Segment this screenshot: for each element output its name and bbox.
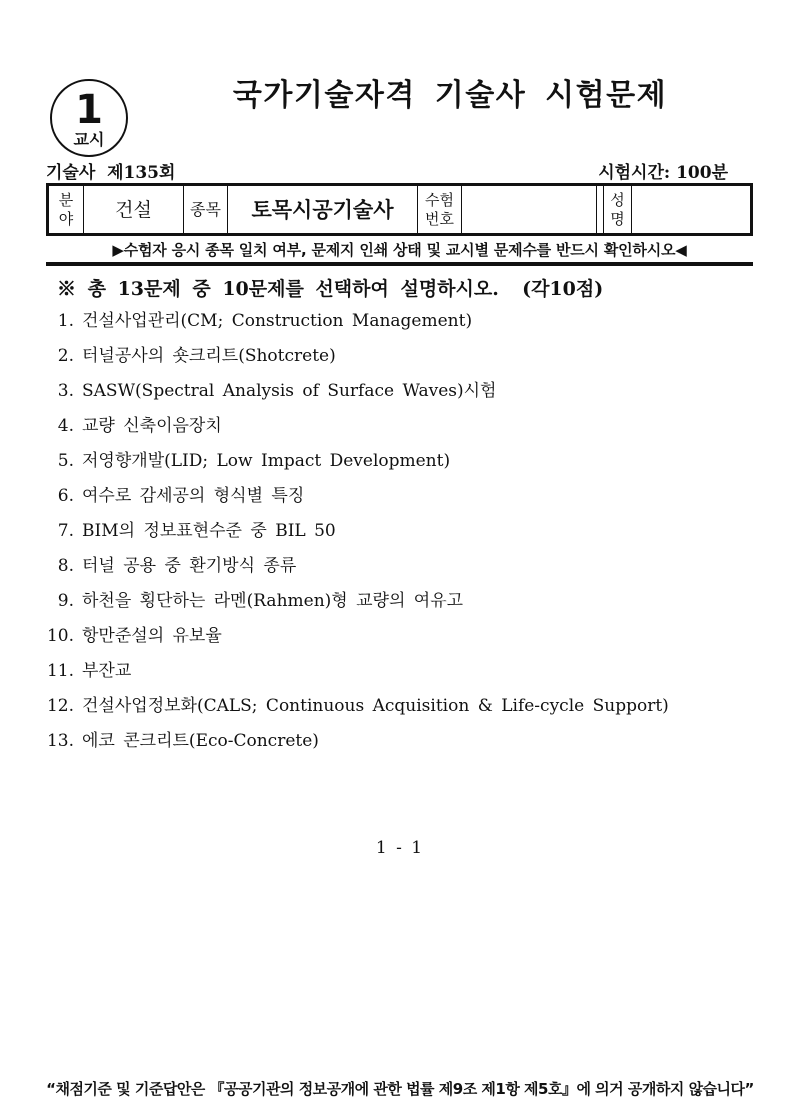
period-number: 1 xyxy=(75,86,103,133)
question-text: 터널 공용 중 환기방식 종류 xyxy=(82,556,297,576)
question-number: 6. xyxy=(57,486,74,506)
question-number: 5. xyxy=(57,451,74,471)
divider-rule xyxy=(46,262,753,266)
question-item xyxy=(46,346,770,367)
question-text: 저영향개발(LID; Low Impact Development) xyxy=(82,451,451,471)
question-item xyxy=(46,521,770,542)
question-number: 4. xyxy=(57,416,74,436)
question-text: 부잔교 xyxy=(82,661,132,681)
question-item xyxy=(46,556,770,577)
question-number: 12. xyxy=(46,696,74,716)
question-number: 7. xyxy=(57,521,74,541)
question-item xyxy=(46,731,770,752)
question-text: 건설사업관리(CM; Construction Management) xyxy=(82,311,473,331)
question-item xyxy=(46,416,770,437)
page-title: 국가기술자격 기술사 시험문제 xyxy=(232,78,668,113)
candidate-info-table xyxy=(46,183,753,236)
subject-label-cell: 종목 xyxy=(184,186,228,233)
disclosure-footer: “채점기준 및 기준답안은 『공공기관의 정보공개에 관한 법률 제9조 제1항 제5호』에 의거 공개하지 않습니다” xyxy=(46,1080,754,1098)
field-label-cell xyxy=(49,186,84,233)
question-number: 11. xyxy=(46,661,74,681)
question-number: 10. xyxy=(46,626,74,646)
exam-number-label-line1: 수험 xyxy=(425,190,454,209)
exam-type-round: 기술사 제135회 xyxy=(46,163,176,183)
question-list xyxy=(46,311,770,766)
question-number: 3. xyxy=(57,381,74,401)
question-number: 2. xyxy=(57,346,74,366)
name-label-cell xyxy=(603,186,632,233)
name-label-line2: 명 xyxy=(610,209,625,228)
question-text: 여수로 감세공의 형식별 특징 xyxy=(82,486,305,506)
question-item xyxy=(46,311,770,332)
exam-number-blank-cell xyxy=(462,186,597,233)
checking-notice: ▶수험자 응시 종목 일치 여부, 문제지 인쇄 상태 및 교시별 문제수를 반드시 확인하시오◀ xyxy=(112,241,687,259)
question-text: 하천을 횡단하는 라멘(Rahmen)형 교량의 여유고 xyxy=(82,591,464,611)
exam-time: 시험시간: 100분 xyxy=(598,163,728,183)
question-item xyxy=(46,661,770,682)
period-label: 교시 xyxy=(73,129,105,149)
question-number: 13. xyxy=(46,731,74,751)
subject-value-cell: 토목시공기술사 xyxy=(228,186,418,233)
question-number: 1. xyxy=(57,311,74,331)
question-text: 에코 콘크리트(Eco-Concrete) xyxy=(82,731,319,751)
question-item xyxy=(46,381,770,402)
question-text: 터널공사의 숏크리트(Shotcrete) xyxy=(82,346,336,366)
field-value-cell: 건설 xyxy=(84,186,184,233)
exam-number-label-cell xyxy=(418,186,462,233)
page-number: 1 - 1 xyxy=(375,838,425,858)
period-badge xyxy=(50,79,128,157)
name-label-line1: 성 xyxy=(610,190,625,209)
question-text: 교량 신축이음장치 xyxy=(82,416,222,436)
question-text: SASW(Spectral Analysis of Surface Waves)시험 xyxy=(82,381,497,401)
question-text: BIM의 정보표현수준 중 BIL 50 xyxy=(82,521,336,541)
question-text: 건설사업정보화(CALS; Continuous Acquisition & Life-cycle Support) xyxy=(82,696,669,716)
question-item xyxy=(46,486,770,507)
question-item xyxy=(46,696,770,717)
question-text: 항만준설의 유보율 xyxy=(82,626,222,646)
question-item xyxy=(46,451,770,472)
question-number: 9. xyxy=(57,591,74,611)
field-label-line2: 야 xyxy=(58,209,74,228)
field-label-line1: 분 xyxy=(58,190,74,209)
exam-number-label-line2: 번호 xyxy=(425,209,454,228)
name-blank-cell xyxy=(632,186,750,233)
question-item xyxy=(46,626,770,647)
exam-header-row xyxy=(46,158,728,183)
question-number: 8. xyxy=(57,556,74,576)
question-item xyxy=(46,591,770,612)
answer-instruction: ※ 총 13문제 중 10문제를 선택하여 설명하시오. (각10점) xyxy=(57,278,604,300)
